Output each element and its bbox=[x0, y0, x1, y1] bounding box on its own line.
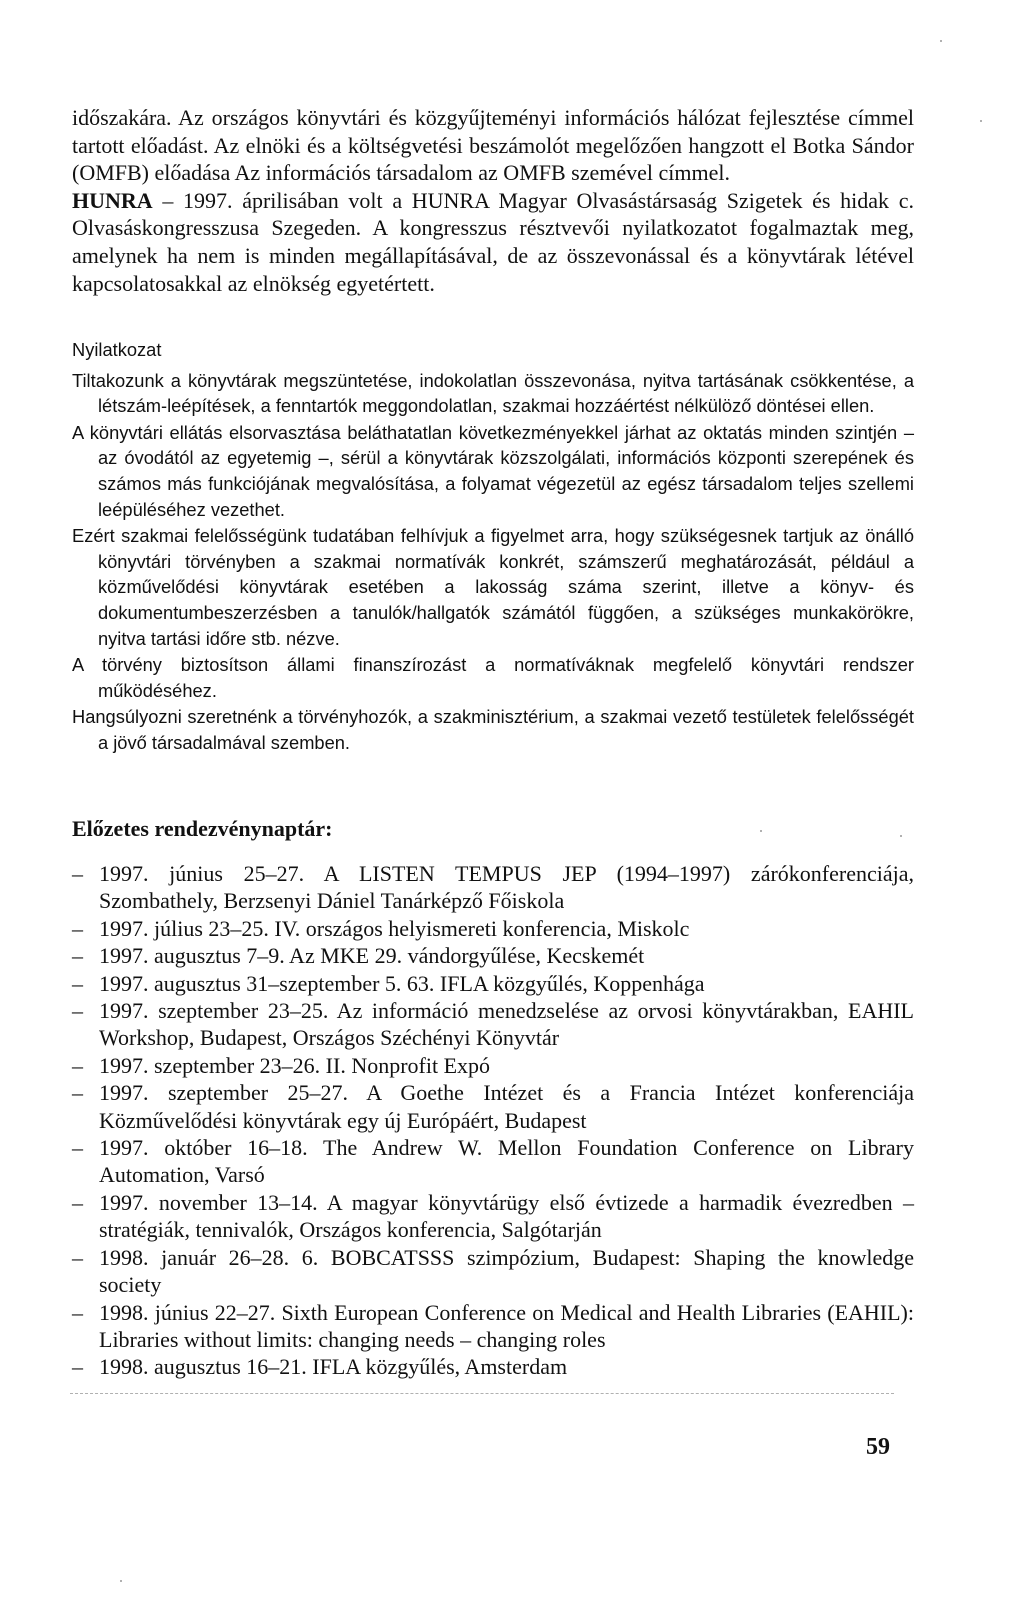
scan-artifact-line bbox=[70, 1393, 894, 1394]
event-item bbox=[72, 860, 914, 915]
event-item bbox=[72, 1244, 914, 1299]
event-text: 1997. szeptember 25–27. A Goethe Intézet és a Francia Intézet konferenciája Közművelődési könyvtárak egy új Európáért, Budapest bbox=[99, 1080, 914, 1133]
events-heading: Előzetes rendezvénynaptár: bbox=[72, 816, 333, 841]
hunra-paragraph bbox=[72, 187, 914, 297]
dash-marker: – bbox=[72, 970, 83, 996]
event-item bbox=[72, 1353, 914, 1380]
event-item bbox=[72, 997, 914, 1052]
scan-speck bbox=[980, 120, 982, 122]
event-item bbox=[72, 970, 914, 997]
event-text: 1997. augusztus 7–9. Az MKE 29. vándorgyűlése, Kecskemét bbox=[99, 943, 645, 969]
event-text: 1997. szeptember 23–25. Az információ menedzselése az orvosi könyvtárakban, EAHIL Workshop, Budapest, Országos Széchényi Könyvtár bbox=[99, 998, 914, 1051]
declaration-paragraph: A könyvtári ellátás elsorvasztása beláthatatlan következményekkel járhat az oktatás minden szintjén – az óvodától az egyetemig –, sérül a könyvtárak közszolgálati, információs központi szerepének és számos más funkciójának megvalósítása, a folyamat végezetül az egész társadalom teljes szellemi leépüléséhez vezethet. bbox=[72, 421, 914, 520]
event-text: 1997. november 13–14. A magyar könyvtárügy első évtizede a harmadik évezredben – stratégiák, tennivalók, Országos konferencia, Salgótarján bbox=[99, 1189, 914, 1243]
hunra-text: – 1997. áprilisában volt a HUNRA Magyar Olvasástársaság Szigetek és hidak c. Olvasáskongresszusa Szegeden. A kongresszus résztvevői nyilatkozatot fogalmaztak meg, amelynek ha nem is minden megállapításával, de az összevonással és a könyvtárak létével kapcsolatosakkal az elnökség egyetértett. bbox=[72, 187, 914, 296]
event-item bbox=[72, 1134, 914, 1189]
dash-marker: – bbox=[72, 1189, 83, 1215]
dash-marker: – bbox=[72, 1135, 83, 1161]
dash-marker: – bbox=[72, 998, 83, 1024]
event-item bbox=[72, 915, 914, 942]
dash-marker: – bbox=[72, 1080, 83, 1106]
declaration-paragraph: Ezért szakmai felelősségünk tudatában felhívjuk a figyelmet arra, hogy szükségesnek tartjuk az önálló könyvtári törvényben a szakmai normatívák konkrét, számszerű meghatározását, például a közművelődési könyvtárak esetében a lakosság száma szerint, illetve a könyv- és dokumentumbeszerzésben a tanulók/hallgatók számától függően, a szükséges munkakörökre, nyitva tartási időre stb. nézve. bbox=[72, 525, 914, 649]
event-item bbox=[72, 1189, 914, 1244]
intro-section bbox=[72, 104, 914, 297]
event-text: 1997. augusztus 31–szeptember 5. 63. IFLA közgyűlés, Koppenhága bbox=[99, 970, 705, 996]
scan-speck bbox=[120, 1580, 122, 1582]
event-item bbox=[72, 1299, 914, 1354]
event-text: 1998. június 22–27. Sixth European Conference on Medical and Health Libraries (EAHIL): Libraries without limits: changing needs – changing roles bbox=[99, 1299, 914, 1352]
declaration-title: Nyilatkozat bbox=[72, 339, 162, 360]
event-text: 1997. június 25–27. A LISTEN TEMPUS JEP (1994–1997) zárókonferenciája, Szombathely, Berzsenyi Dániel Tanárképző Főiskola bbox=[99, 861, 914, 914]
event-item bbox=[72, 1052, 914, 1079]
events-list bbox=[72, 860, 914, 1381]
scan-speck bbox=[760, 830, 762, 832]
dash-marker: – bbox=[72, 915, 83, 941]
scan-speck bbox=[900, 835, 902, 837]
dash-marker: – bbox=[72, 861, 83, 886]
declaration-paragraph: A törvény biztosítson állami finanszírozást a normatíváknak megfelelő könyvtári rendszer működéséhez. bbox=[72, 654, 914, 701]
dash-marker: – bbox=[72, 1354, 83, 1380]
dash-marker: – bbox=[72, 1299, 83, 1325]
event-item bbox=[72, 942, 914, 969]
event-text: 1997. július 23–25. IV. országos helyismereti konferencia, Miskolc bbox=[99, 915, 690, 941]
intro-paragraph: időszakára. Az országos könyvtári és közgyűjteményi információs hálózat fejlesztése címmel tartott előadást. Az elnöki és a költségvetési beszámolót megelőzően hangzott el Botka Sándor (OMFB) előadása Az információs társadalom az OMFB szemével címmel. bbox=[72, 105, 914, 186]
event-text: 1998. január 26–28. 6. BOBCATSSS szimpózium, Budapest: Shaping the knowledge society bbox=[99, 1244, 914, 1298]
dash-marker: – bbox=[72, 943, 83, 969]
event-text: 1997. október 16–18. The Andrew W. Mellon Foundation Conference on Library Automation, Varsó bbox=[99, 1135, 914, 1188]
declaration-paragraph: Tiltakozunk a könyvtárak megszüntetése, indokolatlan összevonása, nyitva tartásának csökkentése, a létszám-leépítések, a fenntartók meggondolatlan, szakmai hozzáértést nélkülöző döntései ellen. bbox=[72, 369, 914, 417]
dash-marker: – bbox=[72, 1244, 83, 1270]
declaration-paragraph: Hangsúlyozni szeretnénk a törvényhozók, a szakminisztérium, a szakmai vezető testületek felelősségét a jövő társadalmával szemben. bbox=[72, 706, 914, 753]
event-text: 1997. szeptember 23–26. II. Nonprofit Expó bbox=[99, 1052, 491, 1078]
page-number: 59 bbox=[866, 1434, 890, 1460]
event-item bbox=[72, 1079, 914, 1134]
declaration-section bbox=[72, 337, 914, 757]
hunra-lead: HUNRA bbox=[72, 187, 153, 213]
event-text: 1998. augusztus 16–21. IFLA közgyűlés, Amsterdam bbox=[99, 1354, 568, 1380]
scan-speck bbox=[940, 40, 942, 42]
dash-marker: – bbox=[72, 1052, 83, 1078]
